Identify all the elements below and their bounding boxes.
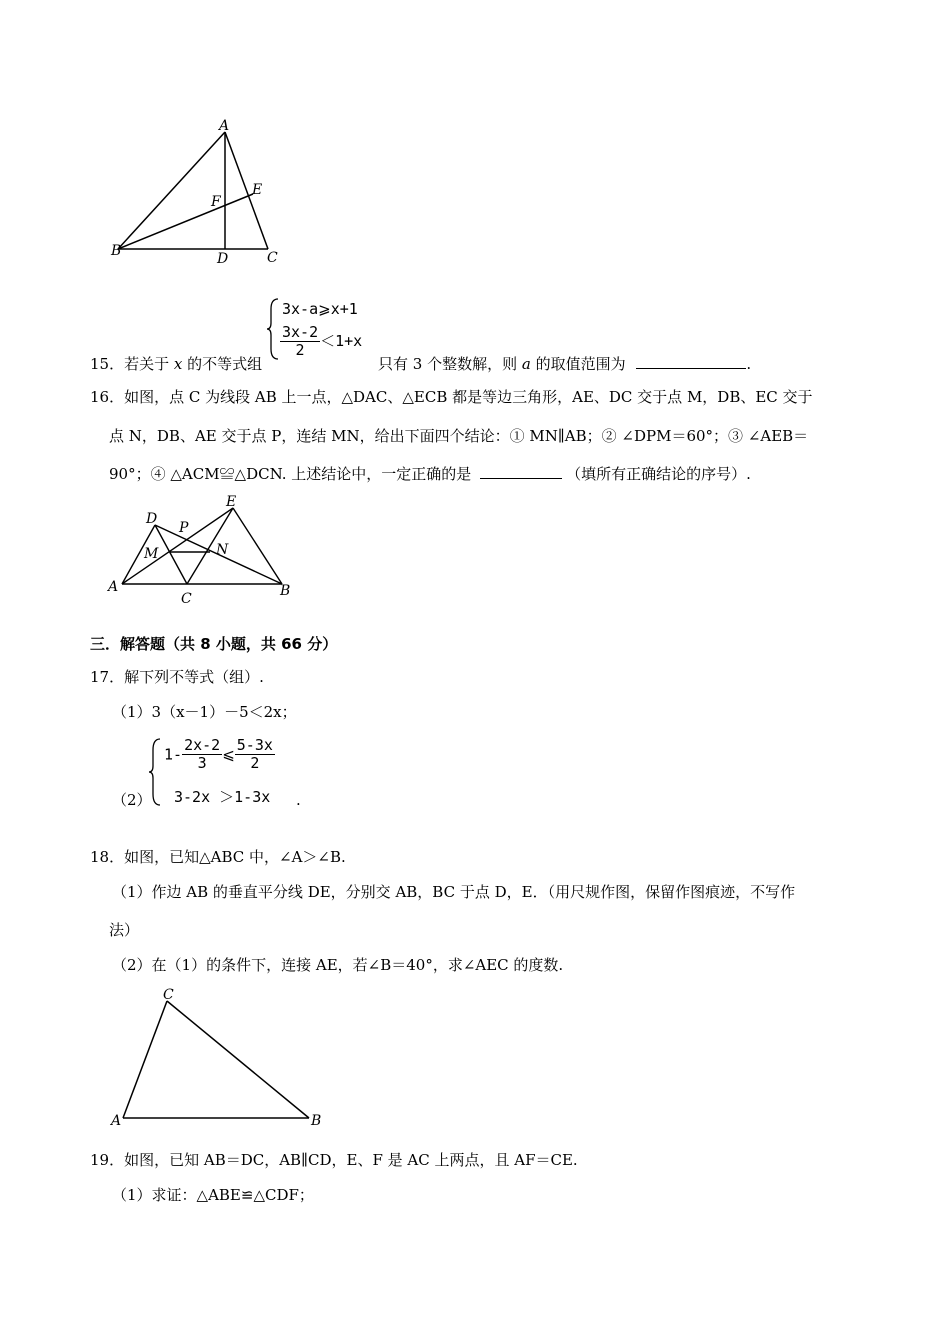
q15-var-a: a (521, 355, 531, 373)
q19-number: 19． (90, 1151, 125, 1169)
side-ca (123, 1001, 167, 1118)
q15-var-x: x (173, 355, 183, 373)
label-c: C (181, 591, 192, 607)
q16-text-3b: （填所有正确结论的序号）. (566, 465, 751, 483)
q17-number: 17． (90, 668, 125, 686)
q17-part1: （1）3（x－1）－5＜2x； (112, 703, 297, 721)
q17-frac-left-num: 2x-2 (184, 736, 221, 754)
q15-line (90, 354, 262, 374)
q17-ineq2: 3-2x ＞1-3x (174, 788, 271, 806)
label-b: B (280, 583, 291, 599)
side-ab (118, 132, 225, 249)
q15-ineq2-rel: ＜1+x (320, 332, 363, 350)
q17-ineq1-lead: 1- (164, 745, 183, 764)
q16-line3 (109, 464, 751, 484)
q15-frac-num: 3x-2 (282, 323, 319, 341)
q15-system-brace (266, 297, 280, 365)
label-d: D (146, 511, 158, 527)
side-cb (167, 1001, 309, 1118)
q18-line (90, 847, 346, 867)
label-e: E (252, 182, 263, 198)
label-e: E (226, 495, 237, 510)
label-a: A (108, 579, 119, 595)
label-d: D (217, 251, 229, 267)
q19-part1: （1）求证：△ABE≌△CDF； (112, 1186, 314, 1204)
label-p: P (179, 520, 189, 536)
segment-be (118, 194, 253, 249)
q18-number: 18． (90, 848, 125, 866)
label-b: B (111, 243, 122, 259)
label-c: C (267, 250, 278, 266)
q17-text: 解下列不等式（组）. (124, 668, 264, 686)
label-a: A (111, 1113, 122, 1129)
figure-triangle-abc-altitude (105, 110, 295, 270)
q17-frac-right-den: 2 (250, 754, 260, 772)
label-b: B (311, 1113, 322, 1129)
q15-answer-blank[interactable] (636, 354, 746, 369)
q15-frac-den: 2 (295, 341, 305, 359)
q15-line-tail (378, 354, 751, 374)
q17-ineq1 (164, 737, 275, 772)
q17-frac-left (182, 737, 222, 772)
q15-end: . (746, 355, 752, 373)
label-a: A (219, 118, 230, 134)
label-f: F (211, 194, 221, 210)
q19-line (90, 1150, 578, 1170)
brace-icon (266, 297, 280, 361)
q16-text-1: 如图，点 C 为线段 AB 上一点，△DAC、△ECB 都是等边三角形，AE、DC 交于点 M，DB、EC 交于 (124, 388, 813, 406)
q17-part2-label: （2） (112, 791, 152, 809)
q17-frac-right (235, 737, 275, 772)
q18-part2: （2）在（1）的条件下，连接 AE，若∠B＝40°，求∠AEC 的度数. (112, 956, 564, 974)
q15-pre: 若关于 (124, 355, 170, 373)
q15-mid: 的不等式组 (187, 355, 263, 373)
q16-line2: 点 N，DB、AE 交于点 P，连结 MN，给出下面四个结论：① MN∥AB；② ∠DPM＝60°；③ ∠AEB＝ (109, 427, 809, 445)
q15-post1: 只有 3 个整数解，则 (378, 355, 518, 373)
q15-number: 15． (90, 355, 125, 373)
q15-ineq1: 3x-a⩾x+1 (282, 300, 358, 318)
q17-end: . (296, 791, 301, 809)
q15-ineq2 (280, 324, 362, 359)
q15-fraction (280, 324, 320, 359)
q15-post2: 的取值范围为 (535, 355, 626, 373)
q16-number: 16． (90, 388, 125, 406)
q16-text-3a: 90°；④ △ACM≌△DCN. 上述结论中，一定正确的是 (109, 465, 472, 483)
q19-text: 如图，已知 AB＝DC，AB∥CD，E、F 是 AC 上两点，且 AF＝CE. (124, 1151, 578, 1169)
q18-part1-line1: （1）作边 AB 的垂直平分线 DE，分别交 AB，BC 于点 D，E．（用尺规作图，保留作图痕迹，不写作 (112, 883, 796, 901)
figure-equilateral-triangles (100, 495, 310, 610)
q17-line (90, 667, 264, 687)
q16-answer-blank[interactable] (480, 464, 562, 479)
figure-triangle-abc (105, 983, 335, 1133)
q17-frac-left-den: 3 (197, 754, 207, 772)
section-3-title: 三．解答题（共 8 小题，共 66 分） (90, 635, 338, 653)
q18-text: 如图，已知△ABC 中，∠A＞∠B. (124, 848, 346, 866)
q17-ineq1-rel: ⩽ (222, 745, 235, 764)
label-m: M (144, 546, 159, 562)
label-n: N (216, 542, 229, 558)
q18-part1-line2: 法） (109, 921, 140, 939)
label-c: C (163, 987, 174, 1003)
q17-frac-right-num: 5-3x (236, 736, 273, 754)
q16-line1 (90, 387, 813, 407)
